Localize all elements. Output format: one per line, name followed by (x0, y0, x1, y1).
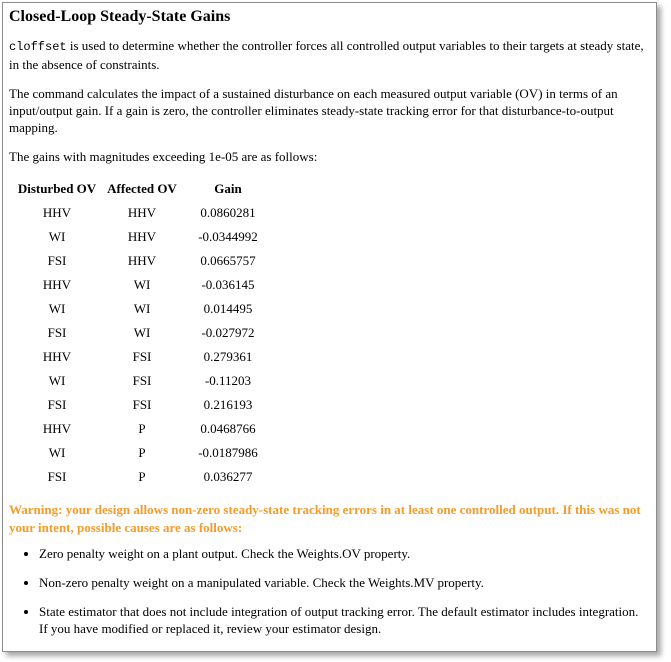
gain-cell: 0.0665757 (200, 253, 256, 268)
header-disturbed-ov: Disturbed OV (17, 181, 97, 196)
report-panel (2, 2, 657, 652)
description-paragraph: The command calculates the impact of a sustained disturbance on each measured output variable (OV) in terms of an input/output gain. If a gain is zero, the controller eliminates steady-state tracking error for that disturbance-to-output mapping. (9, 86, 618, 135)
disturbed-ov-cell: HHV (42, 277, 72, 292)
table-row (13, 249, 273, 273)
table-row (13, 273, 273, 297)
table-row (13, 321, 273, 345)
intro-text: is used to determine whether the controller forces all controlled output variables to their targets at steady state, in the absence of constraints. (9, 38, 644, 72)
table-row (13, 369, 273, 393)
gain-cell: -0.0344992 (198, 229, 258, 244)
affected-ov-cell: FSI (132, 373, 152, 388)
disturbed-ov-cell: HHV (42, 421, 72, 436)
causes-list (9, 545, 650, 637)
affected-ov-cell: HHV (127, 229, 157, 244)
gain-cell: 0.036277 (203, 469, 253, 484)
gain-cell: 0.279361 (203, 349, 253, 364)
table-row (13, 345, 273, 369)
affected-ov-cell: HHV (127, 205, 157, 220)
page-title: Closed-Loop Steady-State Gains (9, 8, 231, 25)
disturbed-ov-cell: HHV (42, 349, 72, 364)
affected-ov-cell: FSI (132, 349, 152, 364)
table-row (13, 417, 273, 441)
disturbed-ov-cell: FSI (47, 325, 67, 340)
disturbed-ov-cell: WI (48, 373, 66, 388)
affected-ov-cell: FSI (132, 397, 152, 412)
gain-cell: 0.0468766 (200, 421, 256, 436)
list-item: • Zero penalty weight on a plant output. Check the Weights.OV property. (39, 545, 650, 562)
table-header-row (13, 177, 273, 201)
gains-intro: The gains with magnitudes exceeding 1e-05 are as follows: (9, 149, 318, 164)
command-name: cloffset (9, 40, 67, 54)
table-row (13, 201, 273, 225)
affected-ov-cell: P (138, 445, 146, 460)
gain-cell: -0.027972 (201, 325, 255, 340)
gain-cell: 0.014495 (203, 301, 253, 316)
warning-message: Warning: your design allows non-zero steady-state tracking errors in at least one controlled output. If this was not your intent, possible causes are as follows: (9, 502, 641, 535)
disturbed-ov-cell: WI (48, 445, 66, 460)
disturbed-ov-cell: HHV (42, 205, 72, 220)
intro-paragraph (9, 37, 650, 73)
list-item: • State estimator that does not include integration of output tracking error. The default estimator includes integration. If you have modified or replaced it, review your estimator design. (39, 603, 650, 637)
gain-cell: -0.11203 (204, 373, 252, 388)
gain-cell: -0.036145 (201, 277, 255, 292)
disturbed-ov-cell: FSI (47, 469, 67, 484)
affected-ov-cell: WI (133, 301, 151, 316)
affected-ov-cell: HHV (127, 253, 157, 268)
affected-ov-cell: P (138, 469, 146, 484)
affected-ov-cell: WI (133, 277, 151, 292)
affected-ov-cell: P (138, 421, 146, 436)
gains-table (13, 177, 273, 489)
header-affected-ov: Affected OV (107, 181, 177, 196)
disturbed-ov-cell: WI (48, 301, 66, 316)
table-row (13, 393, 273, 417)
report-content (3, 3, 656, 637)
table-row (13, 465, 273, 489)
gain-cell: -0.0187986 (198, 445, 258, 460)
gain-cell: 0.0860281 (200, 205, 256, 220)
table-row (13, 441, 273, 465)
list-item: • Non-zero penalty weight on a manipulated variable. Check the Weights.MV property. (39, 574, 650, 591)
disturbed-ov-cell: WI (48, 229, 66, 244)
table-row (13, 297, 273, 321)
header-gain: Gain (214, 181, 242, 196)
disturbed-ov-cell: FSI (47, 253, 67, 268)
gain-cell: 0.216193 (203, 397, 253, 412)
affected-ov-cell: WI (133, 325, 151, 340)
table-row (13, 225, 273, 249)
disturbed-ov-cell: FSI (47, 397, 67, 412)
